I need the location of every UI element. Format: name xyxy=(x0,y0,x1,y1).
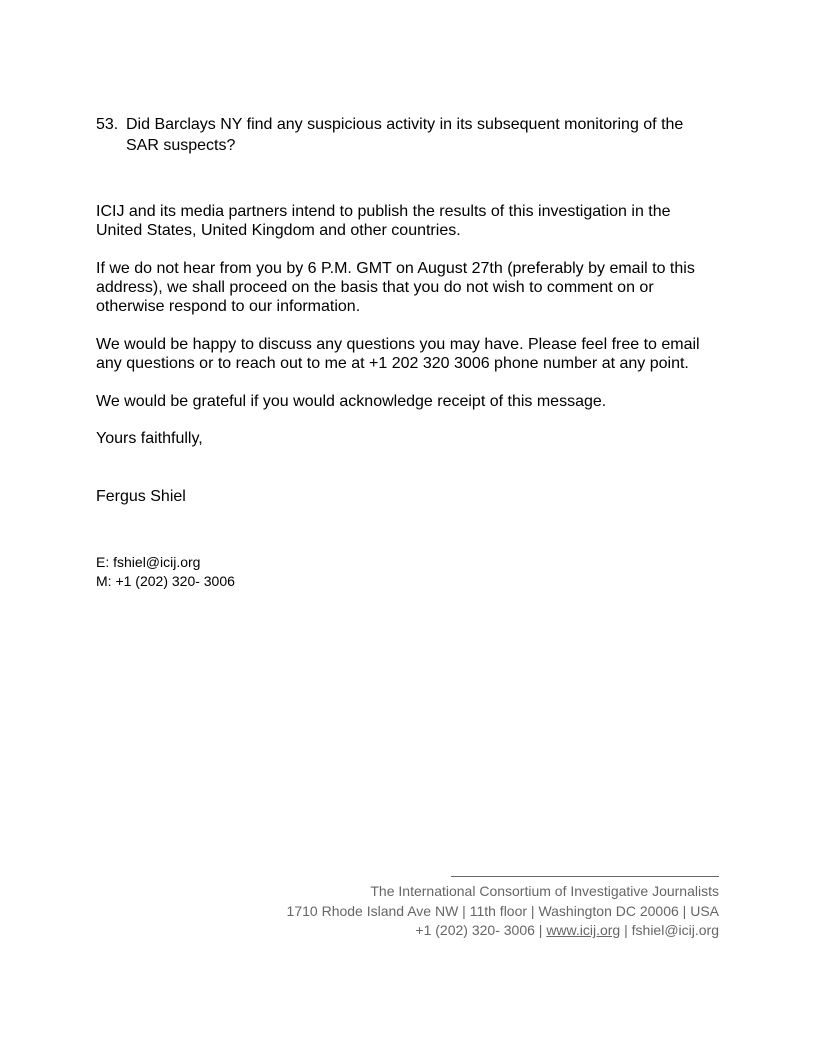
question-text: Did Barclays NY find any suspicious activity in its subsequent monitoring of the SAR suspects? xyxy=(126,116,684,154)
footer-separator: | xyxy=(534,922,547,938)
footer-separator: | xyxy=(620,922,632,938)
contact-block xyxy=(96,553,235,591)
question-item xyxy=(96,114,716,156)
letterhead-footer xyxy=(249,876,719,941)
paragraph-publication-notice: ICIJ and its media partners intend to publish the results of this investigation in the United States, United Kingdom and other countries. xyxy=(96,203,671,239)
footer-org-name: The International Consortium of Investigative Journalists xyxy=(370,883,719,899)
signer-name: Fergus Shiel xyxy=(96,488,186,505)
question-number: 53. xyxy=(96,116,119,133)
paragraph-contact-offer: We would be happy to discuss any questions you may have. Please feel free to email any questions or to reach out to me at +1 202 320 3006 phone number at any point. xyxy=(96,336,700,372)
footer-address: 1710 Rhode Island Ave NW | 11th floor | Washington DC 20006 | USA xyxy=(286,902,719,919)
footer-email: fshiel@icij.org xyxy=(631,922,719,938)
contact-mobile: M: +1 (202) 320- 3006 xyxy=(96,573,235,589)
footer-phone: +1 (202) 320- 3006 xyxy=(415,922,535,938)
footer-website-link[interactable]: www.icij.org xyxy=(546,922,621,938)
contact-email: E: fshiel@icij.org xyxy=(96,554,201,570)
closing-salutation: Yours faithfully, xyxy=(96,430,203,447)
footer-contact-line xyxy=(249,921,719,941)
paragraph-response-deadline: If we do not hear from you by 6 P.M. GMT on August 27th (preferably by email to this address), we shall proceed on the basis that you do not wish to comment on or otherwise respond to our information. xyxy=(96,260,695,315)
paragraph-acknowledge-request: We would be grateful if you would acknowledge receipt of this message. xyxy=(96,393,607,410)
footer-divider xyxy=(451,876,719,877)
